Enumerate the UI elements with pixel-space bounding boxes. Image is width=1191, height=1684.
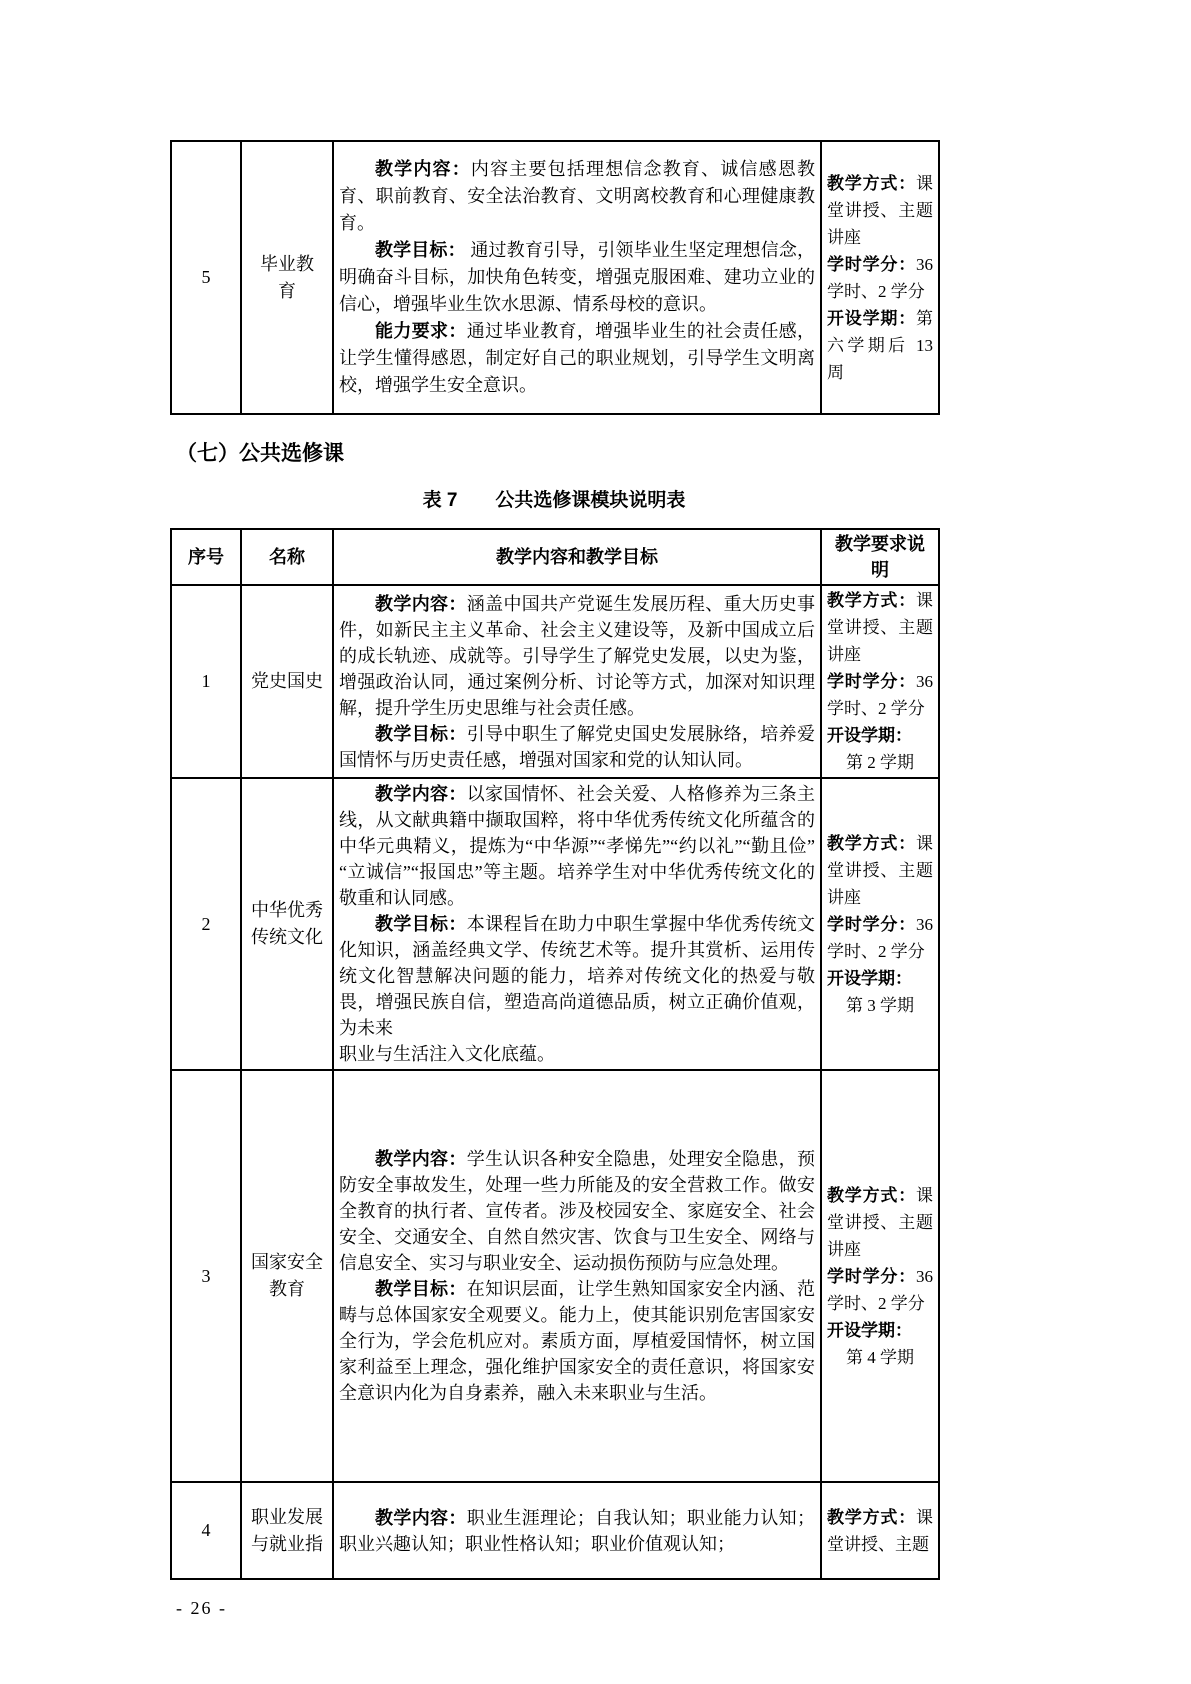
header-name: 名称	[241, 529, 333, 585]
requirement-line	[827, 722, 933, 749]
serial-number: 4	[201, 1520, 211, 1540]
cell-serial	[171, 141, 241, 414]
content-paragraph	[339, 318, 815, 399]
header-requirement-text: 教学要求说明	[835, 534, 925, 580]
top-table	[170, 140, 940, 415]
requirement-label: 开设学期：	[827, 308, 916, 328]
serial-number: 1	[201, 671, 211, 691]
content-paragraph	[339, 237, 815, 318]
requirement-label: 教学方式：	[827, 833, 916, 853]
cell-course-name	[241, 141, 333, 414]
paragraph-label: 教学内容：	[375, 159, 471, 179]
paragraph-label: 教学内容：	[375, 784, 467, 804]
requirement-line	[827, 911, 933, 965]
requirement-label: 教学方式：	[827, 1507, 916, 1527]
paragraph-text: 通过教育引导，引领毕业生坚定理想信念，明确奋斗目标，加快角色转变，增强克服困难、建功立业的信心，增强毕业生饮水思源、情系母校的意识。	[339, 240, 816, 314]
paragraph-text: 引导中职生了解党史国史发展脉络，培养爱国情怀与历史责任感，增强对国家和党的认知认同。	[339, 723, 816, 770]
requirement-line	[827, 830, 933, 911]
requirement-line	[827, 1182, 933, 1263]
table-row	[171, 141, 939, 414]
cell-course-name	[241, 1482, 333, 1579]
paragraph-text: 涵盖中国共产党诞生发展历程、重大历史事件，如新民主主义革命、社会主义建设等，及新中国成立后的成长轨迹、成就等。引导学生了解党史发展，以史为鉴，增强政治认同，通过案例分析、讨论等方式，加深对知识理解，提升学生历史思维与社会责任感。	[339, 593, 816, 718]
table-title: 表 7 公共选修课模块说明表	[422, 490, 686, 511]
cell-content	[333, 141, 821, 414]
requirement-line	[827, 587, 933, 668]
page-number: - 26 -	[176, 1598, 227, 1618]
course-name: 中华优秀传统文化	[251, 900, 323, 947]
cell-content	[333, 585, 821, 778]
paragraph-label: 教学内容：	[375, 1507, 467, 1528]
cell-course-name	[241, 1070, 333, 1482]
paragraph-text: 职业生涯理论；自我认知；职业能力认知；职业兴趣认知；职业性格认知；职业价值观认知；	[339, 1507, 816, 1554]
requirement-text: 课堂讲授、主题讲座	[827, 173, 933, 247]
course-name: 毕业教育	[260, 253, 314, 301]
semester-line: 第 2 学期	[846, 753, 914, 772]
cell-requirement	[821, 141, 939, 414]
content-paragraph	[339, 1146, 815, 1276]
paragraph-text: 在知识层面，让学生熟知国家安全内涵、范畴与总体国家安全观要义。能力上，使其能识别危害国家安全行为，学会危机应对。素质方面，厚植爱国情怀，树立国家利益至上理念，强化维护国家安全的责任意识，将国家安全意识内化为自身素养，融入未来职业与生活。	[339, 1279, 816, 1403]
content-paragraph	[339, 721, 815, 773]
requirement-text: 36 学时、2 学分	[827, 254, 933, 301]
cell-requirement	[821, 778, 939, 1070]
cell-serial	[171, 585, 241, 778]
semester-line: 第 4 学期	[846, 1347, 914, 1367]
section-heading: （七）公共选修课	[176, 442, 344, 465]
cell-content	[333, 778, 821, 1070]
content-paragraph	[339, 1505, 815, 1557]
requirement-text: 课堂讲授、主题讲座	[827, 833, 933, 907]
requirement-label: 学时学分：	[827, 672, 916, 691]
cell-content	[333, 1482, 821, 1579]
paragraph-text: 本课程旨在助力中职生掌握中华优秀传统文化知识，涵盖经典文学、传统艺术等。提升其赏析、运用传统文化智慧解决问题的能力，培养对传统文化的热爱与敬畏，增强民族自信，塑造高尚道德品质，树立正确价值观，为未来	[339, 914, 816, 1038]
table-row	[171, 778, 939, 1070]
serial-number: 5	[201, 267, 211, 287]
requirement-line	[827, 965, 933, 992]
content-paragraph	[339, 911, 815, 1041]
serial-number: 2	[201, 913, 211, 934]
cell-serial	[171, 778, 241, 1070]
paragraph-text: 职业与生活注入文化底蕴。	[339, 1044, 555, 1064]
requirement-label: 教学方式：	[827, 1185, 916, 1205]
table-header-row	[171, 529, 939, 585]
requirement-line	[827, 1317, 933, 1344]
requirement-label: 教学方式：	[827, 591, 916, 610]
cell-serial	[171, 1070, 241, 1482]
content-paragraph	[339, 591, 815, 721]
course-name: 职业发展与就业指	[251, 1506, 323, 1554]
requirement-label: 学时学分：	[827, 914, 916, 934]
content-paragraph	[339, 1041, 815, 1067]
content-paragraph	[339, 781, 815, 911]
requirement-text: 课堂讲授、主题讲座	[827, 591, 933, 664]
cell-requirement	[821, 585, 939, 778]
requirement-text: 课堂讲授、主题	[827, 1507, 933, 1554]
requirement-text: 第六学期后 13 周	[827, 308, 933, 382]
paragraph-label: 教学内容：	[375, 593, 467, 614]
course-name: 国家安全教育	[251, 1252, 323, 1299]
course-name: 党史国史	[251, 671, 323, 691]
header-serial: 序号	[171, 529, 241, 585]
table-row	[171, 1482, 939, 1579]
table7	[170, 528, 940, 1580]
requirement-line	[827, 668, 933, 722]
requirement-text: 36 学时、2 学分	[827, 914, 933, 961]
requirement-label: 学时学分：	[827, 254, 916, 274]
paragraph-text: 学生认识各种安全隐患，处理安全隐患，预防安全事故发生，处理一些力所能及的安全营救工作。做安全教育的执行者、宣传者。涉及校园安全、家庭安全、社会安全、交通安全、自然自然灾害、饮食与卫生安全、网络与信息安全、实习与职业安全、运动损伤预防与应急处理。	[339, 1149, 816, 1273]
table-row	[171, 1070, 939, 1482]
cell-serial	[171, 1482, 241, 1579]
requirement-line	[827, 305, 933, 386]
semester-line: 第 3 学期	[846, 995, 914, 1015]
requirement-line	[827, 1504, 933, 1558]
paragraph-label: 教学目标：	[375, 723, 467, 744]
requirement-line	[827, 1263, 933, 1317]
requirement-line	[827, 170, 933, 251]
cell-content	[333, 1070, 821, 1482]
requirement-label: 开设学期：	[827, 968, 912, 988]
paragraph-label: 教学目标：	[375, 914, 467, 934]
cell-requirement	[821, 1482, 939, 1579]
requirement-text: 课堂讲授、主题讲座	[827, 1185, 933, 1259]
paragraph-text: 通过毕业教育，增强毕业生的社会责任感，让学生懂得感恩，制定好自己的职业规划，引导学生文明离校，增强学生安全意识。	[339, 321, 816, 395]
requirement-label: 学时学分：	[827, 1266, 916, 1286]
requirement-text: 36 学时、2 学分	[827, 672, 933, 718]
paragraph-text: 以家国情怀、社会关爱、人格修养为三条主线，从文献典籍中撷取国粹，将中华优秀传统文化所蕴含的中华元典精义，提炼为“中华源”“孝悌先”“约以礼”“勤且俭”“立诚信”“报国忠”等主题。培养学生对中华优秀传统文化的敬重和认同感。	[339, 784, 816, 908]
table-row	[171, 585, 939, 778]
cell-course-name	[241, 585, 333, 778]
requirement-line	[827, 251, 933, 305]
content-paragraph	[339, 156, 815, 237]
paragraph-label: 能力要求：	[375, 321, 467, 341]
header-requirement	[821, 529, 939, 585]
content-paragraph	[339, 1276, 815, 1406]
paragraph-label: 教学目标：	[375, 240, 466, 260]
paragraph-label: 教学目标：	[375, 1279, 467, 1299]
paragraph-label: 教学内容：	[375, 1149, 467, 1169]
requirement-label: 开设学期：	[827, 1320, 912, 1340]
requirement-label: 教学方式：	[827, 173, 916, 193]
paragraph-text: 内容主要包括理想信念教育、诚信感恩教育、职前教育、安全法治教育、文明离校教育和心理健康教育。	[339, 159, 816, 233]
requirement-label: 开设学期：	[827, 726, 912, 745]
cell-requirement	[821, 1070, 939, 1482]
cell-course-name	[241, 778, 333, 1070]
serial-number: 3	[201, 1265, 211, 1286]
requirement-text: 36 学时、2 学分	[827, 1266, 933, 1313]
header-content: 教学内容和教学目标	[333, 529, 821, 585]
